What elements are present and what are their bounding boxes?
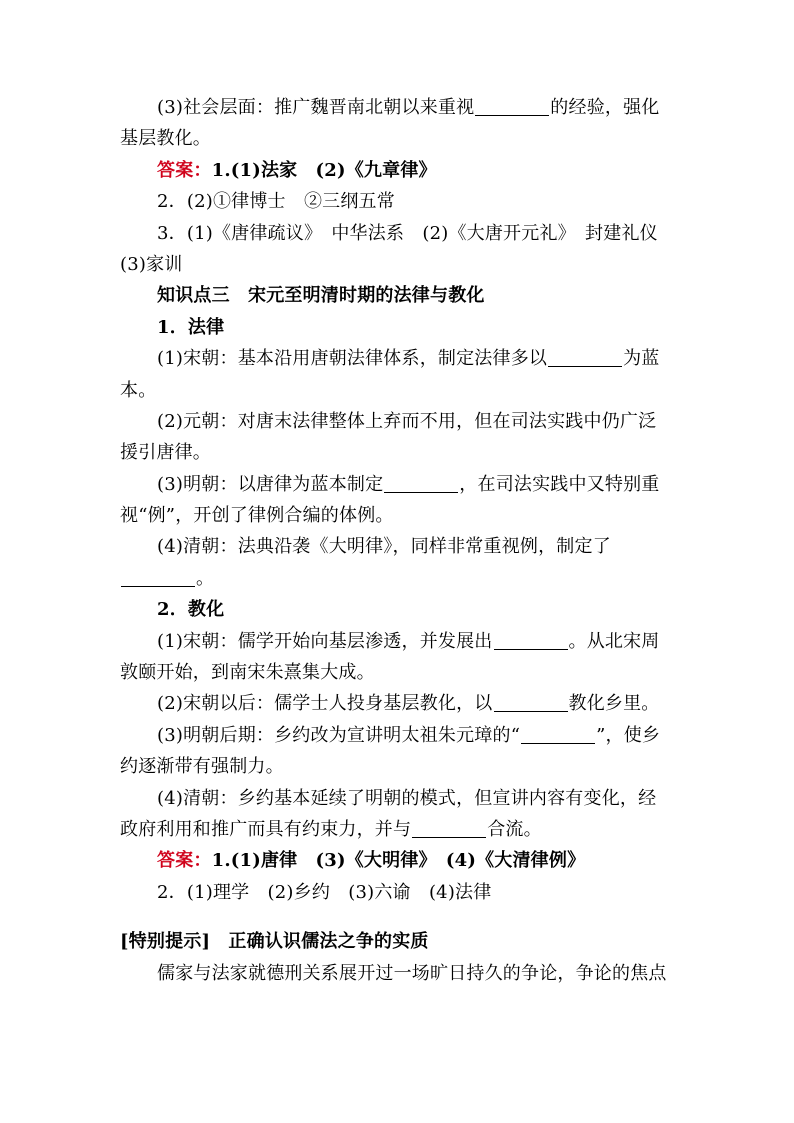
text-line bbox=[120, 500, 676, 531]
line-text: 合流。 bbox=[487, 818, 542, 840]
line-text: 基层教化。 bbox=[120, 128, 211, 150]
line-text: (2)元朝：对唐末法律整体上弃而不用，但在司法实践中仍广泛 bbox=[157, 410, 657, 432]
fill-in-blank bbox=[121, 568, 195, 587]
text-line bbox=[120, 594, 676, 625]
line-text: 。 bbox=[196, 567, 215, 589]
line-text: 本。 bbox=[120, 379, 157, 401]
text-line bbox=[120, 92, 676, 123]
line-text: (1)宋朝：基本沿用唐朝法律体系，制定法律多以 bbox=[157, 348, 548, 370]
text-line bbox=[120, 877, 676, 908]
line-text: 2．教化 bbox=[157, 599, 225, 621]
line-text: 儒家与法家就德刑关系展开过一场旷日持久的争论，争论的焦点 bbox=[157, 962, 667, 984]
text-line bbox=[120, 531, 676, 562]
line-text: (1)宋朝：儒学开始向基层渗透，并发展出 bbox=[157, 630, 493, 652]
paragraph-gap bbox=[120, 908, 676, 926]
line-text: (2)宋朝以后：儒学士人投身基层教化，以 bbox=[157, 693, 493, 715]
fill-in-blank bbox=[475, 97, 549, 116]
text-line bbox=[120, 563, 676, 594]
fill-in-blank bbox=[494, 693, 568, 712]
line-text: ”，使乡 bbox=[596, 724, 661, 746]
text-line bbox=[120, 123, 676, 154]
line-text: (3)社会层面：推广魏晋南北朝以来重视 bbox=[157, 97, 475, 118]
text-line bbox=[120, 406, 676, 437]
text-line bbox=[120, 218, 676, 249]
answer-line bbox=[120, 845, 676, 876]
line-text: 2．(2)①律博士 ②三纲五常 bbox=[157, 191, 395, 213]
line-text: 视“例”，开创了律例合编的体例。 bbox=[120, 505, 394, 527]
line-text: (4)清朝：法典沿袭《大明律》，同样非常重视例，制定了 bbox=[157, 536, 611, 558]
text-line bbox=[120, 958, 676, 989]
line-text: 知识点三 宋元至明清时期的法律与教化 bbox=[157, 285, 485, 307]
text-line bbox=[120, 280, 676, 311]
text-line bbox=[120, 657, 676, 688]
text-line bbox=[120, 312, 676, 343]
text-line bbox=[120, 688, 676, 719]
line-text: 。从北宋周 bbox=[568, 630, 660, 652]
fill-in-blank bbox=[412, 819, 486, 838]
line-text: 1．法律 bbox=[157, 316, 225, 338]
line-text: (4)清朝：乡约基本延续了明朝的模式，但宣讲内容有变化，经 bbox=[157, 787, 657, 809]
line-text: ，在司法实践中又特别重 bbox=[459, 473, 660, 495]
text-line bbox=[120, 783, 676, 814]
fill-in-blank bbox=[548, 348, 622, 367]
text-line bbox=[120, 720, 676, 751]
text-line bbox=[120, 469, 676, 500]
answer-label: 答案： bbox=[157, 159, 212, 181]
fill-in-blank bbox=[521, 725, 595, 744]
line-text: 政府利用和推广而具有约束力，并与 bbox=[120, 818, 412, 840]
answer-label: 答案： bbox=[157, 850, 212, 872]
text-line bbox=[120, 814, 676, 845]
line-text: 为蓝 bbox=[623, 348, 660, 370]
line-text: [特别提示] 正确认识儒法之争的实质 bbox=[120, 931, 429, 953]
fill-in-blank bbox=[494, 631, 568, 650]
text-line bbox=[120, 751, 676, 782]
text-line bbox=[120, 375, 676, 406]
line-text: (3)家训 bbox=[120, 253, 183, 275]
line-text: 1.(1)法家 (2)《九章律》 bbox=[211, 159, 437, 181]
text-line bbox=[120, 437, 676, 468]
line-text: 教化乡里。 bbox=[568, 693, 660, 715]
line-text: 援引唐律。 bbox=[120, 442, 211, 464]
line-text: 1.(1)唐律 (3)《大明律》 (4)《大清律例》 bbox=[211, 850, 586, 872]
line-text: 约逐渐带有强制力。 bbox=[120, 756, 284, 778]
document-page bbox=[120, 92, 676, 989]
fill-in-blank bbox=[384, 474, 458, 493]
answer-line bbox=[120, 155, 676, 186]
text-line bbox=[120, 343, 676, 374]
line-text: 2．(1)理学 (2)乡约 (3)六谕 (4)法律 bbox=[157, 881, 492, 903]
text-line bbox=[120, 186, 676, 217]
line-text: 敦颐开始，到南宋朱熹集大成。 bbox=[120, 662, 375, 684]
text-line bbox=[120, 926, 676, 957]
text-line bbox=[120, 626, 676, 657]
line-text: (3)明朝后期：乡约改为宣讲明太祖朱元璋的“ bbox=[157, 724, 521, 746]
text-line bbox=[120, 249, 676, 280]
line-text: 的经验，强化 bbox=[550, 97, 660, 118]
line-text: (3)明朝：以唐律为蓝本制定 bbox=[157, 473, 384, 495]
line-text: 3．(1)《唐律疏议》 中华法系 (2)《大唐开元礼》 封建礼仪 bbox=[157, 222, 658, 244]
